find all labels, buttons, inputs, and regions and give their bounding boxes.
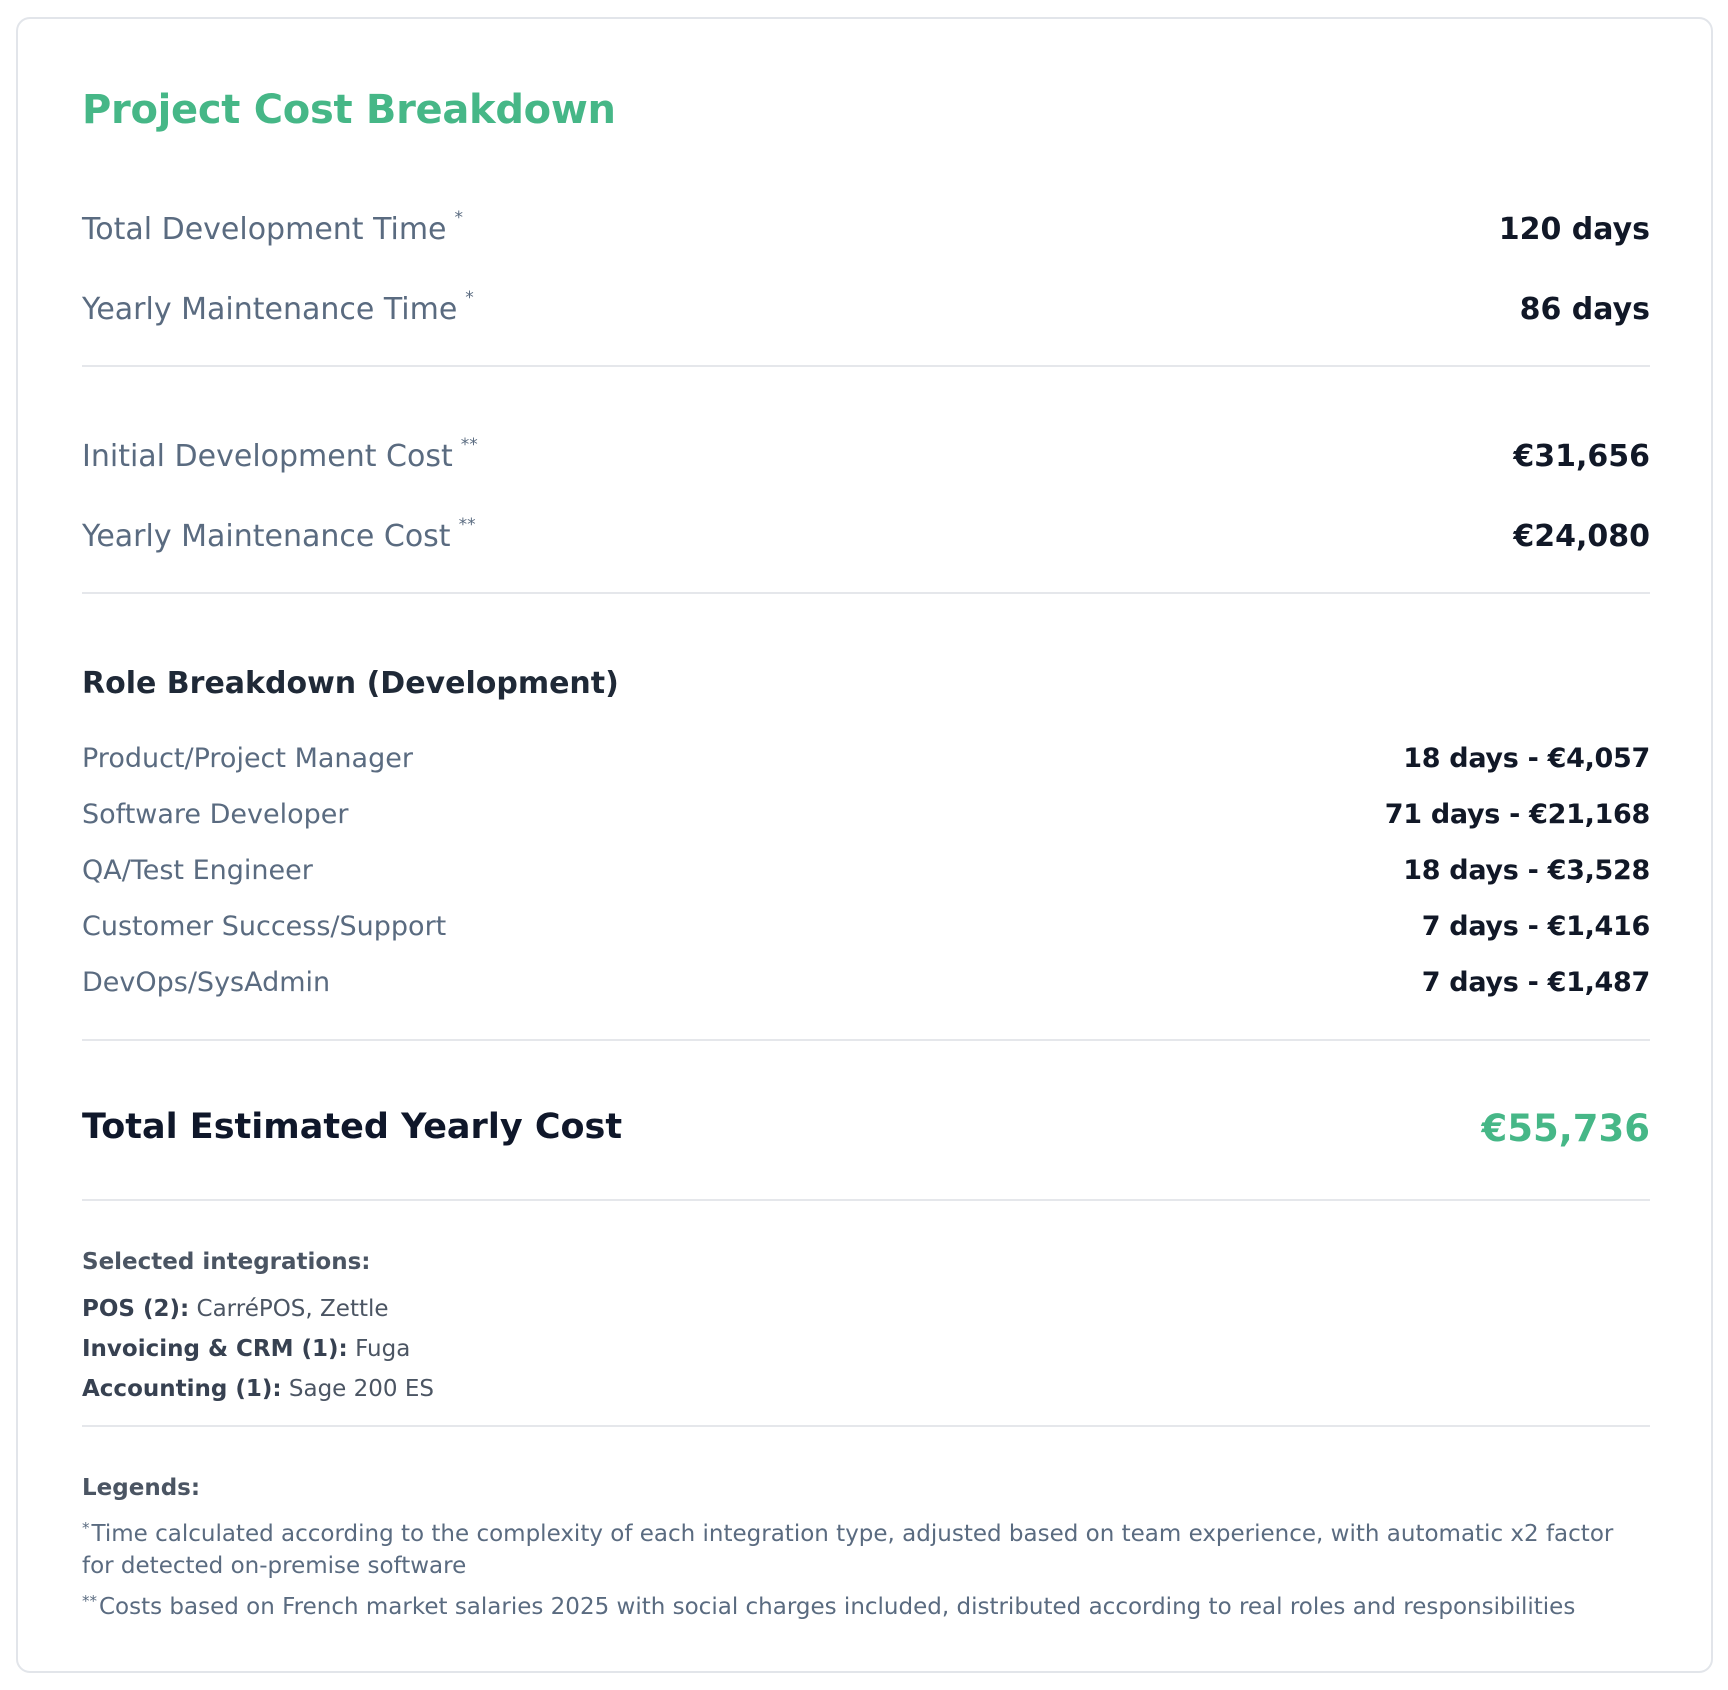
divider (82, 365, 1650, 367)
role-name: Software Developer (82, 799, 349, 830)
yearly-maintenance-time-value: 86 days (1519, 292, 1650, 327)
selected-integrations-heading: Selected integrations: (82, 1249, 371, 1275)
integration-category: POS (2): (82, 1296, 190, 1322)
total-development-time-label: Total Development Time * (82, 208, 464, 247)
footnote-mark: * (465, 288, 474, 308)
divider (82, 592, 1650, 594)
total-estimated-yearly-cost-value: €55,736 (1481, 1107, 1650, 1150)
role-row (82, 967, 1650, 1007)
legend-item (82, 1518, 1650, 1582)
footnote-mark: ** (460, 435, 478, 455)
role-breakdown-heading: Role Breakdown (Development) (82, 666, 619, 701)
footnote-mark: * (454, 208, 464, 228)
page-title: Project Cost Breakdown (82, 87, 616, 133)
yearly-maintenance-cost-value: €24,080 (1513, 519, 1650, 554)
legend-mark: * (82, 1519, 90, 1537)
divider (82, 1039, 1650, 1041)
initial-development-cost-row (82, 435, 1650, 489)
role-name: QA/Test Engineer (82, 855, 313, 886)
role-value: 7 days - €1,487 (1421, 967, 1650, 998)
legend-mark: ** (82, 1592, 97, 1610)
integration-names: Fuga (355, 1336, 411, 1362)
total-estimated-yearly-cost-label: Total Estimated Yearly Cost (82, 1107, 623, 1147)
role-value: 7 days - €1,416 (1421, 911, 1650, 942)
integration-item (82, 1336, 410, 1362)
role-name: Customer Success/Support (82, 911, 447, 942)
role-row (82, 911, 1650, 951)
cost-breakdown-card (16, 17, 1713, 1673)
integration-names: Sage 200 ES (288, 1376, 434, 1402)
role-name: DevOps/SysAdmin (82, 967, 331, 998)
initial-development-cost-value: €31,656 (1513, 439, 1650, 474)
integration-category: Invoicing & CRM (1): (82, 1336, 348, 1362)
role-row (82, 799, 1650, 839)
divider (82, 1425, 1650, 1427)
initial-development-cost-label: Initial Development Cost ** (82, 435, 478, 474)
divider (82, 1199, 1650, 1201)
legends-heading: Legends: (82, 1475, 201, 1501)
footnote-mark: ** (458, 515, 476, 535)
legend-text: Costs based on French market salaries 2025 with social charges included, distributed according to real roles and responsibilities (99, 1594, 1576, 1620)
integration-item (82, 1296, 389, 1322)
yearly-maintenance-time-label: Yearly Maintenance Time * (82, 288, 474, 327)
total-development-time-value: 120 days (1498, 212, 1650, 247)
legend-item (82, 1591, 1650, 1623)
role-value: 18 days - €4,057 (1403, 743, 1650, 774)
total-development-time-row (82, 208, 1650, 262)
integration-category: Accounting (1): (82, 1376, 282, 1402)
legend-text: Time calculated according to the complexity of each integration type, adjusted based on team experience, with automatic x2 factor for detected on-premise software (82, 1521, 1614, 1579)
role-name: Product/Project Manager (82, 743, 413, 774)
integration-names: CarréPOS, Zettle (196, 1296, 389, 1322)
yearly-maintenance-cost-label: Yearly Maintenance Cost ** (82, 515, 476, 554)
yearly-maintenance-time-row (82, 288, 1650, 342)
total-estimated-yearly-cost-row (82, 1107, 1650, 1163)
role-value: 18 days - €3,528 (1403, 855, 1650, 886)
role-row (82, 743, 1650, 783)
role-value: 71 days - €21,168 (1384, 799, 1650, 830)
yearly-maintenance-cost-row (82, 515, 1650, 569)
role-row (82, 855, 1650, 895)
integration-item (82, 1376, 434, 1402)
